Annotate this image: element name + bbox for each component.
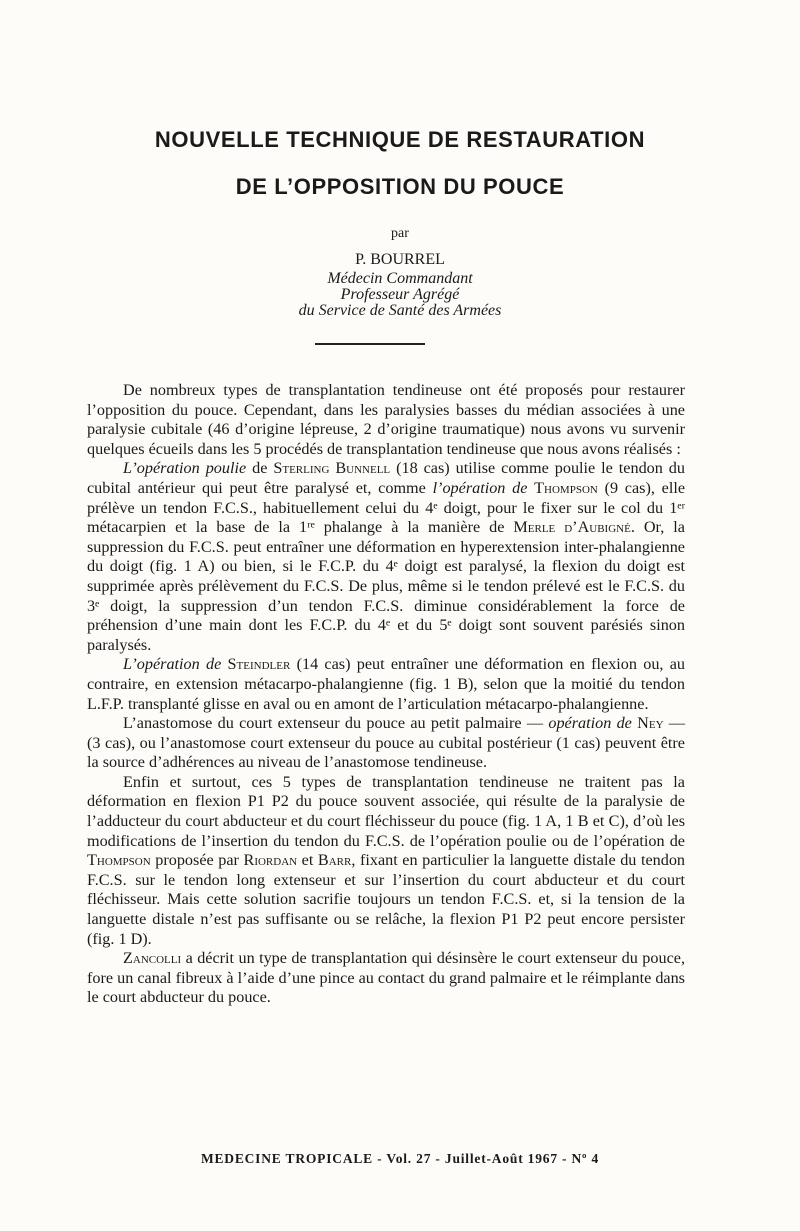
paragraph-intro: De nombreux types de transplantation tendineuse ont été proposés pour restaurer l’opposition du pouce. Cependant, dans les paralysies basses du médian associées à une paralysie cubitale (46 d’origine lépreuse, 2 d’origine traumatique) nous avons vu survenir quelques écueils dans les 5 procédés de transplantation tendineuse que nous avons réalisés : bbox=[87, 381, 685, 458]
paragraph-enfin bbox=[87, 773, 685, 949]
text-fragment: L’anastomose du court extenseur du pouce au petit palmaire — bbox=[123, 714, 549, 733]
author-rank: Médecin Commandant bbox=[327, 270, 473, 287]
article-title-line-1: NOUVELLE TECHNIQUE DE RESTAURATION bbox=[154, 127, 646, 152]
text-fragment: (9 cas), elle prélève un tendon F.C.S., habituellement celui du 4ᵉ doigt, pour le fixer sur le col du 1ᵉʳ métacarpien et la base de la 1ʳᵉ phalange à la manière de bbox=[87, 478, 685, 537]
author-ref-ney: Ney bbox=[637, 714, 664, 733]
author-ref-steindler: Steindler bbox=[227, 655, 291, 674]
article-body bbox=[87, 381, 685, 1008]
author-name: P. BOURREL bbox=[355, 251, 445, 268]
text-fragment: proposée par bbox=[150, 851, 244, 870]
term-operation-de: L’opération de bbox=[123, 655, 222, 674]
text-fragment: de bbox=[246, 459, 274, 478]
text-fragment: et bbox=[297, 851, 318, 870]
author-ref-bunnell: Sterling Bunnell bbox=[273, 459, 391, 478]
author-ref-barr: Barr bbox=[317, 851, 352, 870]
byline-par: par bbox=[391, 226, 409, 241]
text-fragment: a décrit un type de transplantation qui désinsère le court extenseur du pouce, fore un canal fibreux à l’aide d’une pince au contact du grand palmaire et le réimplante dans le court abducteur du pouce. bbox=[87, 949, 685, 1007]
paragraph-ney bbox=[87, 714, 685, 773]
author-ref-merle: Merle d’Aubigné bbox=[513, 518, 631, 537]
author-ref-zancolli: Zancolli bbox=[123, 949, 182, 968]
text-fragment: . Or, la suppression du F.C.S. peut entraîner une déformation en hyperextension inter-phalangienne du doigt (fig. 1 A) ou bien, si le F.C.P. du 4ᵉ doigt est paralysé, la flexion du doigt est supprimée après prélèvement du F.C.S. De plus, même si le tendon prélevé est le F.C.S. du 3ᵉ doigt, la suppression d’un tendon F.C.S. diminue considérablement la force de préhension d’une main dont les F.C.P. du 4ᵉ et du 5ᵉ doigt sont souvent parésiés sinon paralysés. bbox=[87, 518, 685, 654]
term-operation-poulie: L’opération poulie bbox=[123, 459, 247, 478]
paragraph-bunnell bbox=[87, 459, 685, 655]
author-ref-thompson: Thompson bbox=[534, 478, 598, 497]
text-fragment: — (3 cas), ou l’anastomose court extenseur du pouce au cubital postérieur (1 cas) peuvent être la source d’adhérences au niveau de l’anastomose tendineuse. bbox=[87, 714, 686, 772]
paragraph-zancolli bbox=[87, 949, 685, 1008]
term-operation-de: l’opération de bbox=[432, 478, 528, 497]
author-ref-thompson: Thompson bbox=[87, 851, 151, 870]
author-ref-riordan: Riordan bbox=[243, 851, 298, 870]
separator-rule bbox=[315, 343, 425, 345]
term-operation-de: opération de bbox=[548, 714, 632, 733]
paragraph-steindler bbox=[87, 655, 685, 714]
journal-citation-footer: MEDECINE TROPICALE - Vol. 27 - Juillet-Août 1967 - Nº 4 bbox=[200, 1151, 600, 1166]
article-title-line-2: DE L’OPPOSITION DU POUCE bbox=[235, 174, 565, 199]
text-fragment: , fixant en particulier la languette distale du tendon F.C.S. sur le tendon long extenseur et sur l’insertion du court abducteur et du court fléchisseur. Mais cette solution sacrifie toujours un tendon F.C.S. et, si la tension de la languette distale n’est pas suffisante ou se relâche, la flexion P1 P2 peut encore persister (fig. 1 D). bbox=[87, 851, 686, 948]
text-fragment: Enfin et surtout, ces 5 types de transplantation tendineuse ne traitent pas la déformation en flexion P1 P2 du pouce souvent associée, qui résulte de la paralysie de l’adducteur du court abducteur et du court fléchisseur du pouce (fig. 1 A, 1 B et C), d’où les modifications de l’insertion du tendon du F.C.S. de l’opération poulie ou de l’opération de bbox=[87, 772, 685, 850]
text-fragment: (14 cas) peut entraîner une déformation en flexion ou, au contraire, en extension métacarpo-phalangienne (fig. 1 B), selon que la moitié du tendon L.F.P. transplanté glisse en aval ou en amont de l’articulation métacarpo-phalangienne. bbox=[87, 655, 686, 713]
text-fragment: (18 cas) utilise comme poulie le tendon du cubital antérieur qui peut être paralysé et, comme bbox=[87, 459, 685, 497]
author-affiliation: du Service de Santé des Armées bbox=[298, 302, 502, 319]
author-title: Professeur Agrégé bbox=[340, 286, 460, 303]
